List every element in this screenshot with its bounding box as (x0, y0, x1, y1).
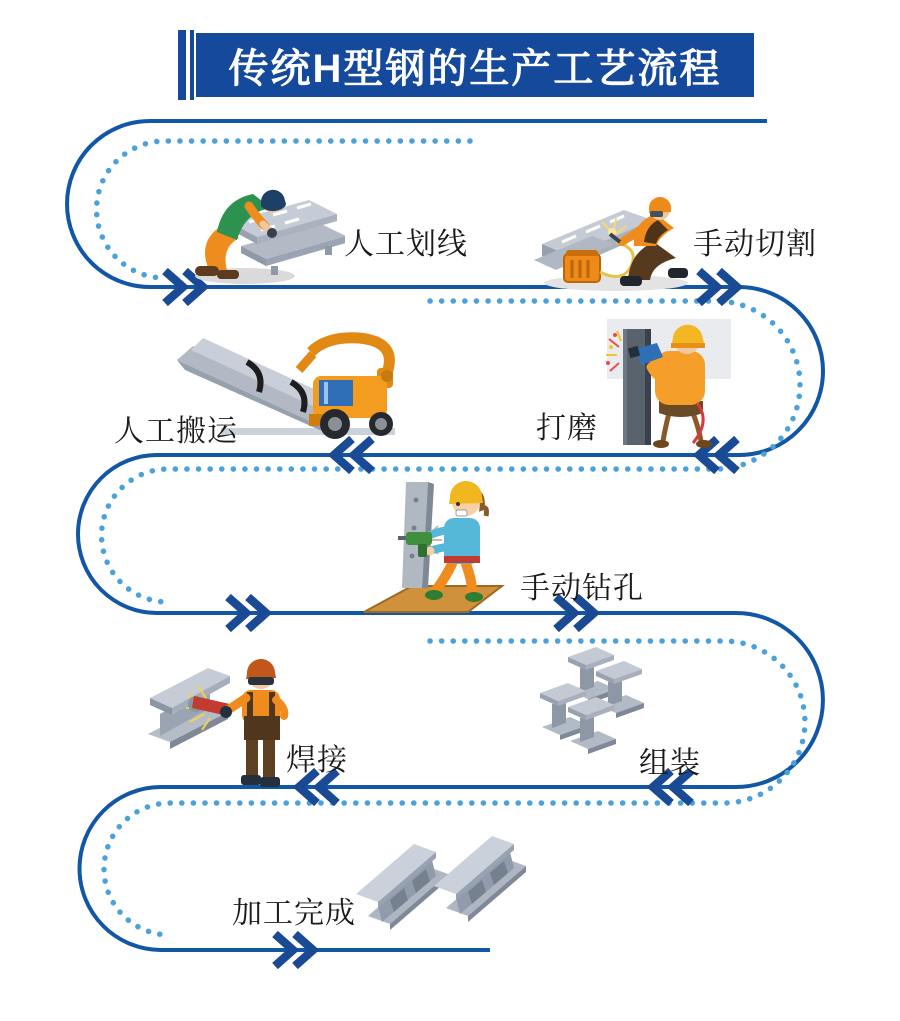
step-label-welding: 焊接 (286, 744, 348, 777)
finished-h-beams-icon (356, 816, 526, 930)
worker-grinding-beam-icon (601, 317, 735, 453)
step-label-grinding: 打磨 (536, 412, 598, 445)
step-label-drilling: 手动钻孔 (520, 572, 644, 605)
step-label-marking: 人工划线 (344, 228, 468, 261)
worker-torch-cutting-icon (528, 180, 700, 292)
worker-drilling-beam-icon (360, 476, 505, 618)
step-label-finished: 加工完成 (232, 897, 356, 930)
worker-welding-beam-icon (146, 638, 298, 793)
step-label-cutting: 手动切割 (693, 228, 817, 261)
step-label-carrying: 人工搬运 (114, 415, 238, 448)
worker-marking-steel-icon (183, 166, 345, 290)
step-label-assembly: 组装 (639, 747, 701, 780)
page-title: 传统H型钢的生产工艺流程 (228, 46, 722, 91)
